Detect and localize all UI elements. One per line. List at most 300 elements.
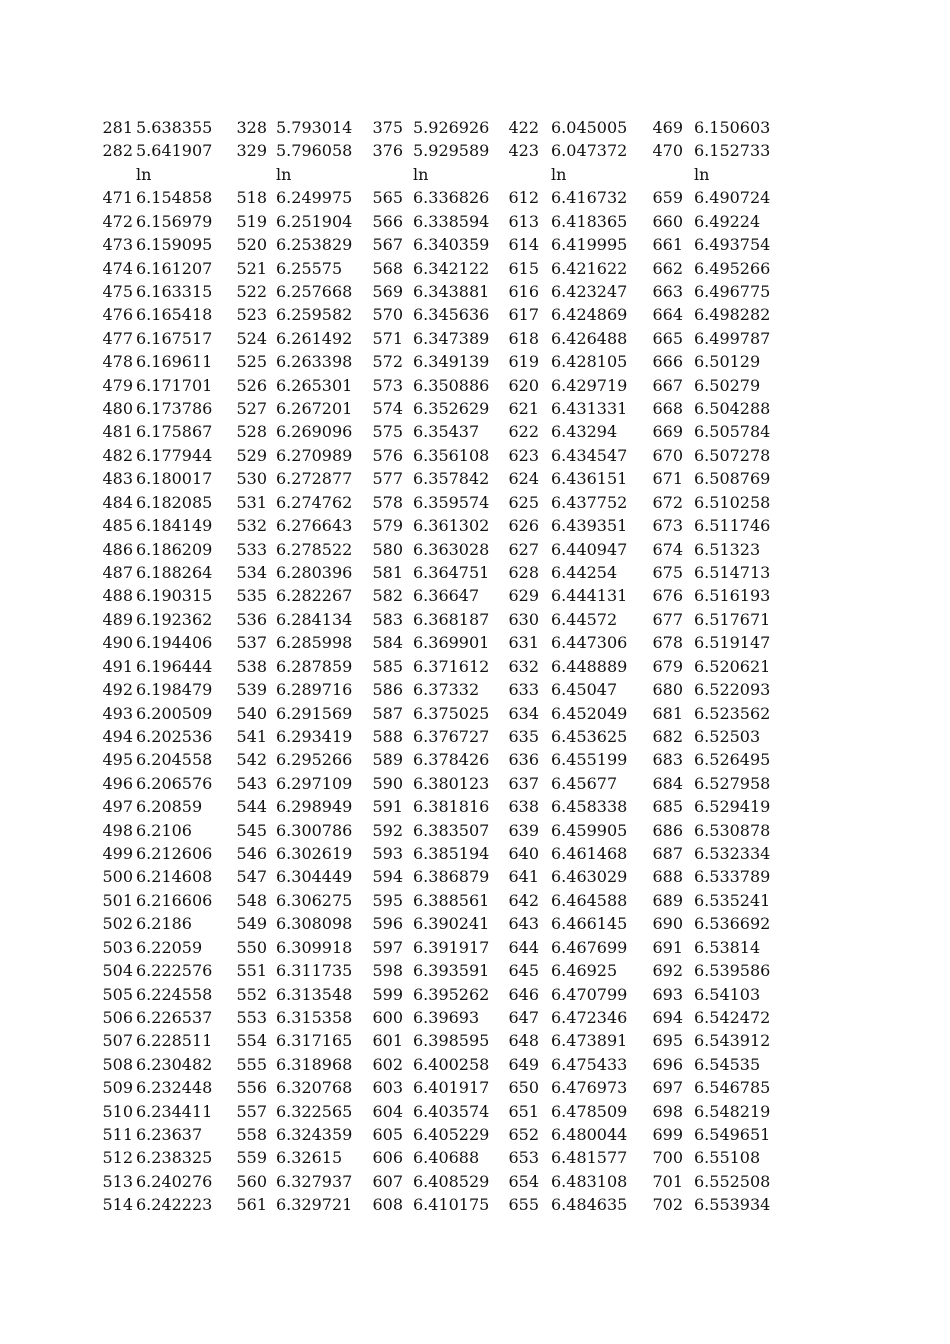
- ln-value-cell: 6.458338: [551, 797, 628, 817]
- number-cell: 694: [652, 1007, 683, 1027]
- ln-value-cell: 6.315358: [276, 1007, 353, 1027]
- ln-value-cell: 6.393591: [413, 961, 490, 981]
- ln-value-cell: 6.381816: [413, 797, 490, 817]
- table-row: [0, 257, 950, 280]
- ln-value-cell: 6.452049: [551, 703, 628, 723]
- number-cell: 473: [102, 235, 133, 255]
- column-header-ln: ln: [694, 164, 710, 184]
- number-cell: 470: [652, 141, 683, 161]
- table-row: [0, 983, 950, 1006]
- ln-value-cell: 6.390241: [413, 914, 490, 934]
- ln-value-cell: 6.194406: [136, 633, 213, 653]
- ln-value-cell: 6.530878: [694, 820, 771, 840]
- number-cell: 641: [508, 867, 539, 887]
- ln-value-cell: 6.159095: [136, 235, 213, 255]
- number-cell: 615: [508, 258, 539, 278]
- number-cell: 663: [652, 281, 683, 301]
- number-cell: 567: [372, 235, 403, 255]
- number-cell: 583: [372, 609, 403, 629]
- column-header-ln: ln: [551, 164, 567, 184]
- ln-value-cell: 6.478509: [551, 1101, 628, 1121]
- ln-value-cell: 6.198479: [136, 680, 213, 700]
- number-cell: 568: [372, 258, 403, 278]
- ln-value-cell: 6.309918: [276, 937, 353, 957]
- ln-value-cell: 6.313548: [276, 984, 353, 1004]
- ln-value-cell: 6.461468: [551, 844, 628, 864]
- ln-value-cell: 6.363028: [413, 539, 490, 559]
- number-cell: 695: [652, 1031, 683, 1051]
- ln-value-cell: 6.182085: [136, 492, 213, 512]
- table-row: [0, 303, 950, 326]
- number-cell: 696: [652, 1054, 683, 1074]
- number-cell: 282: [102, 141, 133, 161]
- number-cell: 678: [652, 633, 683, 653]
- number-cell: 556: [236, 1078, 267, 1098]
- number-cell: 680: [652, 680, 683, 700]
- number-cell: 684: [652, 773, 683, 793]
- ln-value-cell: 6.32615: [276, 1148, 343, 1168]
- number-cell: 573: [372, 375, 403, 395]
- number-cell: 673: [652, 516, 683, 536]
- ln-value-cell: 6.424869: [551, 305, 628, 325]
- ln-value-cell: 6.463029: [551, 867, 628, 887]
- ln-value-cell: 6.297109: [276, 773, 353, 793]
- ln-value-cell: 6.186209: [136, 539, 213, 559]
- ln-value-cell: 6.535241: [694, 890, 771, 910]
- number-cell: 329: [236, 141, 267, 161]
- number-cell: 536: [236, 609, 267, 629]
- number-cell: 679: [652, 656, 683, 676]
- number-cell: 628: [508, 562, 539, 582]
- number-cell: 499: [102, 844, 133, 864]
- ln-value-cell: 6.546785: [694, 1078, 771, 1098]
- ln-value-cell: 6.45047: [551, 680, 618, 700]
- number-cell: 629: [508, 586, 539, 606]
- ln-value-cell: 6.517671: [694, 609, 771, 629]
- number-cell: 574: [372, 399, 403, 419]
- number-cell: 689: [652, 890, 683, 910]
- table-row: [0, 748, 950, 771]
- number-cell: 631: [508, 633, 539, 653]
- ln-value-cell: 6.274762: [276, 492, 353, 512]
- ln-value-cell: 6.216606: [136, 890, 213, 910]
- number-cell: 698: [652, 1101, 683, 1121]
- ln-value-cell: 6.55108: [694, 1148, 761, 1168]
- ln-value-cell: 6.272877: [276, 469, 353, 489]
- ln-value-cell: 6.39693: [413, 1007, 480, 1027]
- number-cell: 598: [372, 961, 403, 981]
- ln-value-cell: 6.51323: [694, 539, 761, 559]
- number-cell: 702: [652, 1195, 683, 1215]
- table-row: [0, 655, 950, 678]
- number-cell: 554: [236, 1031, 267, 1051]
- ln-value-cell: 6.188264: [136, 562, 213, 582]
- table-row: [0, 467, 950, 490]
- ln-value-cell: 6.533789: [694, 867, 771, 887]
- number-cell: 488: [102, 586, 133, 606]
- table-row: [0, 1076, 950, 1099]
- number-cell: 643: [508, 914, 539, 934]
- number-cell: 495: [102, 750, 133, 770]
- ln-value-cell: 6.45677: [551, 773, 618, 793]
- number-cell: 505: [102, 984, 133, 1004]
- ln-value-cell: 6.519147: [694, 633, 771, 653]
- ln-value-cell: 6.240276: [136, 1171, 213, 1191]
- number-cell: 527: [236, 399, 267, 419]
- number-cell: 600: [372, 1007, 403, 1027]
- ln-value-cell: 6.184149: [136, 516, 213, 536]
- ln-value-cell: 6.44572: [551, 609, 618, 629]
- number-cell: 666: [652, 352, 683, 372]
- number-cell: 579: [372, 516, 403, 536]
- number-cell: 489: [102, 609, 133, 629]
- number-cell: 700: [652, 1148, 683, 1168]
- number-cell: 548: [236, 890, 267, 910]
- ln-value-cell: 6.448889: [551, 656, 628, 676]
- ln-value-cell: 6.428105: [551, 352, 628, 372]
- ln-value-cell: 6.548219: [694, 1101, 771, 1121]
- number-cell: 585: [372, 656, 403, 676]
- number-cell: 597: [372, 937, 403, 957]
- ln-value-cell: 6.476973: [551, 1078, 628, 1098]
- number-cell: 493: [102, 703, 133, 723]
- ln-value-cell: 6.212606: [136, 844, 213, 864]
- ln-value-cell: 6.180017: [136, 469, 213, 489]
- number-cell: 644: [508, 937, 539, 957]
- number-cell: 604: [372, 1101, 403, 1121]
- number-cell: 667: [652, 375, 683, 395]
- number-cell: 475: [102, 281, 133, 301]
- number-cell: 592: [372, 820, 403, 840]
- ln-value-cell: 6.46925: [551, 961, 618, 981]
- number-cell: 543: [236, 773, 267, 793]
- ln-value-cell: 6.047372: [551, 141, 628, 161]
- ln-value-cell: 6.327937: [276, 1171, 353, 1191]
- ln-value-cell: 6.320768: [276, 1078, 353, 1098]
- ln-value-cell: 6.308098: [276, 914, 353, 934]
- number-cell: 538: [236, 656, 267, 676]
- ln-value-cell: 6.356108: [413, 445, 490, 465]
- ln-value-cell: 6.466145: [551, 914, 628, 934]
- ln-value-cell: 6.410175: [413, 1195, 490, 1215]
- ln-value-cell: 6.282267: [276, 586, 353, 606]
- ln-value-cell: 6.36647: [413, 586, 480, 606]
- ln-value-cell: 6.498282: [694, 305, 771, 325]
- ln-value-cell: 6.318968: [276, 1054, 353, 1074]
- number-cell: 614: [508, 235, 539, 255]
- ln-value-cell: 6.496775: [694, 281, 771, 301]
- number-cell: 688: [652, 867, 683, 887]
- number-cell: 635: [508, 726, 539, 746]
- number-cell: 605: [372, 1125, 403, 1145]
- ln-value-cell: 6.293419: [276, 726, 353, 746]
- ln-value-cell: 6.045005: [551, 118, 628, 137]
- ln-value-cell: 6.470799: [551, 984, 628, 1004]
- ln-value-cell: 6.495266: [694, 258, 771, 278]
- number-cell: 596: [372, 914, 403, 934]
- ln-value-cell: 6.426488: [551, 328, 628, 348]
- number-cell: 502: [102, 914, 133, 934]
- number-cell: 634: [508, 703, 539, 723]
- number-cell: 532: [236, 516, 267, 536]
- ln-value-cell: 6.542472: [694, 1007, 771, 1027]
- number-cell: 651: [508, 1101, 539, 1121]
- number-cell: 514: [102, 1195, 133, 1215]
- number-cell: 525: [236, 352, 267, 372]
- ln-value-cell: 6.287859: [276, 656, 353, 676]
- table-row: [0, 959, 950, 982]
- ln-value-cell: 6.322565: [276, 1101, 353, 1121]
- number-cell: 551: [236, 961, 267, 981]
- number-cell: 492: [102, 680, 133, 700]
- number-cell: 519: [236, 211, 267, 231]
- ln-value-cell: 6.359574: [413, 492, 490, 512]
- ln-value-cell: 6.459905: [551, 820, 628, 840]
- ln-value-cell: 6.543912: [694, 1031, 771, 1051]
- ln-value-cell: 6.20859: [136, 797, 203, 817]
- number-cell: 497: [102, 797, 133, 817]
- ln-value-cell: 6.267201: [276, 399, 353, 419]
- number-cell: 648: [508, 1031, 539, 1051]
- number-cell: 570: [372, 305, 403, 325]
- ln-value-cell: 6.349139: [413, 352, 490, 372]
- number-cell: 686: [652, 820, 683, 840]
- ln-value-cell: 6.505784: [694, 422, 771, 442]
- table-row: [0, 350, 950, 373]
- ln-value-cell: 6.257668: [276, 281, 353, 301]
- table-row: [0, 795, 950, 818]
- ln-value-cell: 6.154858: [136, 188, 213, 208]
- ln-value-cell: 6.202536: [136, 726, 213, 746]
- ln-value-cell: 6.304449: [276, 867, 353, 887]
- number-cell: 472: [102, 211, 133, 231]
- number-cell: 569: [372, 281, 403, 301]
- ln-value-cell: 6.167517: [136, 328, 213, 348]
- ln-value-cell: 6.329721: [276, 1195, 353, 1215]
- number-cell: 559: [236, 1148, 267, 1168]
- ln-value-cell: 6.50129: [694, 352, 761, 372]
- ln-value-cell: 6.504288: [694, 399, 771, 419]
- number-cell: 544: [236, 797, 267, 817]
- number-cell: 541: [236, 726, 267, 746]
- number-cell: 692: [652, 961, 683, 981]
- number-cell: 545: [236, 820, 267, 840]
- ln-value-cell: 6.464588: [551, 890, 628, 910]
- ln-value-cell: 6.499787: [694, 328, 771, 348]
- ln-value-cell: 6.324359: [276, 1125, 353, 1145]
- number-cell: 599: [372, 984, 403, 1004]
- number-cell: 520: [236, 235, 267, 255]
- ln-value-cell: 6.369901: [413, 633, 490, 653]
- ln-value-cell: 6.418365: [551, 211, 628, 231]
- number-cell: 584: [372, 633, 403, 653]
- number-cell: 675: [652, 562, 683, 582]
- table-row: [0, 491, 950, 514]
- number-cell: 533: [236, 539, 267, 559]
- ln-value-cell: 6.204558: [136, 750, 213, 770]
- number-cell: 521: [236, 258, 267, 278]
- number-cell: 531: [236, 492, 267, 512]
- table-row: [0, 561, 950, 584]
- ln-value-cell: 6.200509: [136, 703, 213, 723]
- ln-value-cell: 6.269096: [276, 422, 353, 442]
- ln-value-cell: 6.475433: [551, 1054, 628, 1074]
- ln-value-cell: 6.52503: [694, 726, 761, 746]
- column-header-ln: ln: [276, 164, 292, 184]
- number-cell: 561: [236, 1195, 267, 1215]
- number-cell: 633: [508, 680, 539, 700]
- ln-value-cell: 6.383507: [413, 820, 490, 840]
- number-cell: 616: [508, 281, 539, 301]
- number-cell: 501: [102, 890, 133, 910]
- ln-value-cell: 6.532334: [694, 844, 771, 864]
- table-row: [0, 584, 950, 607]
- ln-value-cell: 6.278522: [276, 539, 353, 559]
- ln-value-cell: 6.306275: [276, 890, 353, 910]
- table-row: [0, 139, 950, 162]
- ln-value-cell: 6.161207: [136, 258, 213, 278]
- ln-value-cell: 6.232448: [136, 1078, 213, 1098]
- ln-value-cell: 6.447306: [551, 633, 628, 653]
- ln-value-cell: 6.386879: [413, 867, 490, 887]
- ln-value-cell: 6.44254: [551, 562, 618, 582]
- ln-value-cell: 6.444131: [551, 586, 628, 606]
- number-cell: 603: [372, 1078, 403, 1098]
- number-cell: 474: [102, 258, 133, 278]
- number-cell: 630: [508, 609, 539, 629]
- ln-value-cell: 6.431331: [551, 399, 628, 419]
- ln-value-cell: 6.520621: [694, 656, 771, 676]
- number-cell: 664: [652, 305, 683, 325]
- ln-value-cell: 6.436151: [551, 469, 628, 489]
- ln-value-cell: 6.440947: [551, 539, 628, 559]
- table-row: [0, 1123, 950, 1146]
- number-cell: 593: [372, 844, 403, 864]
- number-cell: 547: [236, 867, 267, 887]
- number-cell: 602: [372, 1054, 403, 1074]
- ln-value-cell: 6.401917: [413, 1078, 490, 1098]
- table-row: [0, 420, 950, 443]
- number-cell: 566: [372, 211, 403, 231]
- ln-value-cell: 6.467699: [551, 937, 628, 957]
- number-cell: 504: [102, 961, 133, 981]
- number-cell: 479: [102, 375, 133, 395]
- table-row: [0, 116, 950, 139]
- ln-value-cell: 6.481577: [551, 1148, 628, 1168]
- number-cell: 376: [372, 141, 403, 161]
- ln-value-cell: 6.405229: [413, 1125, 490, 1145]
- number-cell: 511: [102, 1125, 133, 1145]
- number-cell: 480: [102, 399, 133, 419]
- number-cell: 496: [102, 773, 133, 793]
- ln-value-cell: 6.398595: [413, 1031, 490, 1051]
- ln-value-cell: 6.25575: [276, 258, 343, 278]
- ln-value-cell: 6.416732: [551, 188, 628, 208]
- number-cell: 638: [508, 797, 539, 817]
- ln-value-cell: 6.284134: [276, 609, 353, 629]
- number-cell: 572: [372, 352, 403, 372]
- number-cell: 654: [508, 1171, 539, 1191]
- ln-value-cell: 6.295266: [276, 750, 353, 770]
- table-row: [0, 444, 950, 467]
- ln-value-cell: 5.926926: [413, 118, 490, 137]
- number-cell: 670: [652, 445, 683, 465]
- ln-value-cell: 6.224558: [136, 984, 213, 1004]
- ln-value-cell: 6.302619: [276, 844, 353, 864]
- ln-value-cell: 6.214608: [136, 867, 213, 887]
- ln-value-cell: 6.289716: [276, 680, 353, 700]
- ln-value-cell: 6.439351: [551, 516, 628, 536]
- number-cell: 485: [102, 516, 133, 536]
- number-cell: 560: [236, 1171, 267, 1191]
- ln-value-cell: 6.165418: [136, 305, 213, 325]
- ln-value-cell: 6.311735: [276, 961, 353, 981]
- ln-value-cell: 6.376727: [413, 726, 490, 746]
- table-row: [0, 233, 950, 256]
- ln-value-cell: 6.453625: [551, 726, 628, 746]
- ln-value-cell: 6.395262: [413, 984, 490, 1004]
- number-cell: 582: [372, 586, 403, 606]
- number-cell: 508: [102, 1054, 133, 1074]
- ln-value-cell: 6.259582: [276, 305, 353, 325]
- ln-value-cell: 6.403574: [413, 1101, 490, 1121]
- ln-value-cell: 6.371612: [413, 656, 490, 676]
- number-cell: 681: [652, 703, 683, 723]
- table-row: [0, 678, 950, 701]
- number-cell: 621: [508, 399, 539, 419]
- ln-value-cell: 6.434547: [551, 445, 628, 465]
- table-row: [0, 538, 950, 561]
- number-cell: 528: [236, 422, 267, 442]
- ln-value-cell: 6.357842: [413, 469, 490, 489]
- number-cell: 481: [102, 422, 133, 442]
- table-row: [0, 725, 950, 748]
- table-row: [0, 889, 950, 912]
- ln-value-cell: 6.419995: [551, 235, 628, 255]
- number-cell: 535: [236, 586, 267, 606]
- ln-value-cell: 6.526495: [694, 750, 771, 770]
- table-row: [0, 280, 950, 303]
- ln-value-cell: 6.253829: [276, 235, 353, 255]
- number-cell: 653: [508, 1148, 539, 1168]
- number-cell: 576: [372, 445, 403, 465]
- ln-value-cell: 6.368187: [413, 609, 490, 629]
- ln-value-cell: 6.317165: [276, 1031, 353, 1051]
- number-cell: 672: [652, 492, 683, 512]
- ln-value-cell: 6.510258: [694, 492, 771, 512]
- number-cell: 549: [236, 914, 267, 934]
- number-cell: 625: [508, 492, 539, 512]
- number-cell: 328: [236, 118, 267, 137]
- number-cell: 509: [102, 1078, 133, 1098]
- ln-value-cell: 6.480044: [551, 1125, 628, 1145]
- ln-value-cell: 6.2106: [136, 820, 192, 840]
- table-row: [0, 631, 950, 654]
- number-cell: 478: [102, 352, 133, 372]
- number-cell: 668: [652, 399, 683, 419]
- ln-value-cell: 6.49224: [694, 211, 761, 231]
- number-cell: 513: [102, 1171, 133, 1191]
- ln-value-cell: 6.192362: [136, 609, 213, 629]
- ln-value-cell: 6.522093: [694, 680, 771, 700]
- number-cell: 623: [508, 445, 539, 465]
- number-cell: 546: [236, 844, 267, 864]
- ln-value-cell: 6.2186: [136, 914, 192, 934]
- number-cell: 594: [372, 867, 403, 887]
- number-cell: 483: [102, 469, 133, 489]
- ln-value-cell: 6.37332: [413, 680, 480, 700]
- number-cell: 491: [102, 656, 133, 676]
